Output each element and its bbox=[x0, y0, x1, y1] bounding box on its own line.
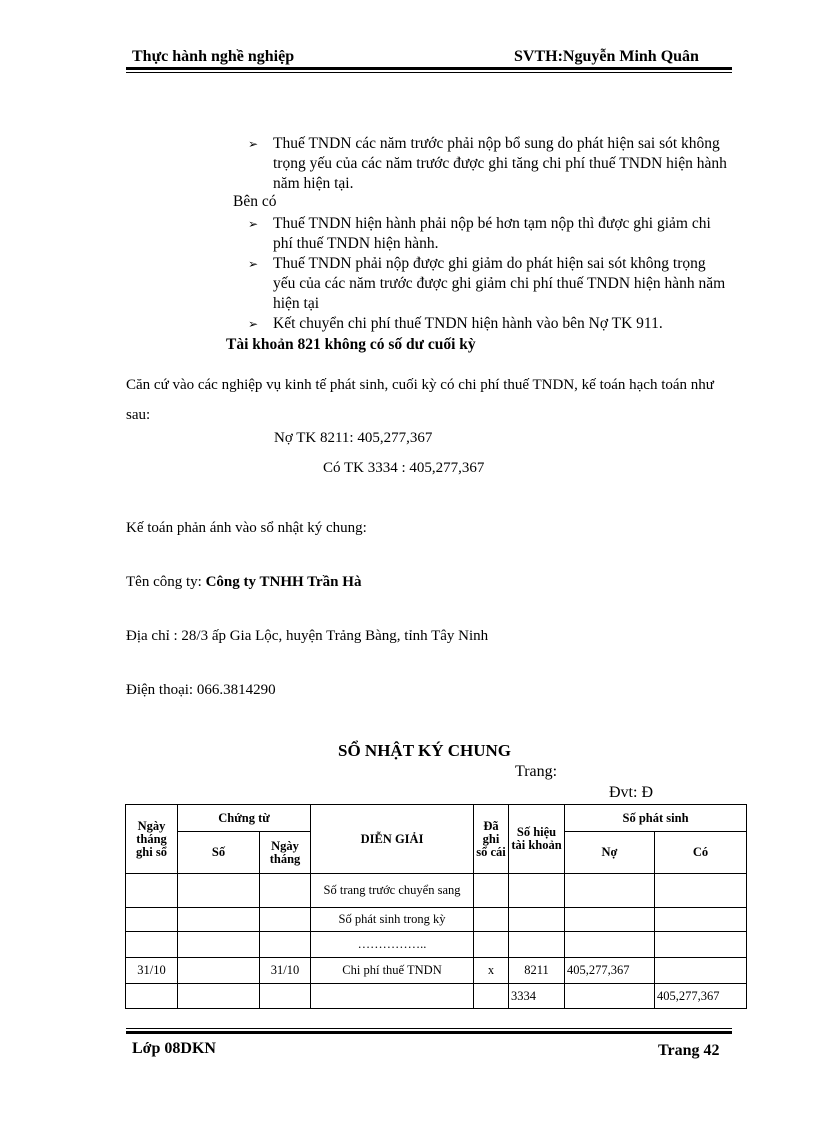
footer-rule-thin bbox=[126, 1028, 732, 1029]
footer-left: Lớp 08DKN bbox=[132, 1040, 216, 1057]
cell-debit: 405,277,367 bbox=[565, 958, 655, 984]
ledger-title: SỔ NHẬT KÝ CHUNG bbox=[338, 741, 512, 760]
col-posted: Đã ghi sổ cái bbox=[474, 805, 509, 874]
cell-posted bbox=[474, 874, 509, 908]
bullet-credit-1 bbox=[248, 214, 728, 254]
header-rule-thin bbox=[126, 72, 732, 73]
entry-debit: Nợ TK 8211: 405,277,367 bbox=[274, 430, 433, 446]
cell-vdate bbox=[260, 984, 311, 1009]
company-name-label: Tên công ty: bbox=[126, 574, 206, 590]
bullet-credit-2 bbox=[248, 254, 728, 314]
bullet-credit-3 bbox=[248, 314, 728, 334]
cell-date bbox=[126, 908, 178, 932]
entry-credit: Có TK 3334 : 405,277,367 bbox=[323, 460, 485, 476]
cell-desc bbox=[311, 984, 474, 1009]
bullet-text: Thuế TNDN các năm trước phải nộp bổ sung do phát hiện sai sót không trọng yếu của các năm trước được ghi tăng chi phí thuế TNDN hiện hành năm hiện tại. bbox=[273, 135, 727, 192]
cell-credit bbox=[655, 932, 747, 958]
table-row bbox=[126, 908, 747, 932]
col-date-record: Ngày tháng ghi sổ bbox=[126, 805, 178, 874]
cell-desc: Số phát sinh trong kỳ bbox=[311, 908, 474, 932]
credit-heading: Bên có bbox=[233, 193, 277, 210]
cell-acct: 3334 bbox=[509, 984, 565, 1009]
col-debit: Nợ bbox=[565, 832, 655, 874]
company-name-line bbox=[126, 574, 361, 591]
cell-vdate bbox=[260, 874, 311, 908]
cell-no bbox=[178, 932, 260, 958]
col-voucher: Chứng từ bbox=[178, 805, 311, 832]
cell-posted bbox=[474, 984, 509, 1009]
col-voucher-no: Số bbox=[178, 832, 260, 874]
cell-acct bbox=[509, 874, 565, 908]
cell-date bbox=[126, 984, 178, 1009]
cell-posted bbox=[474, 932, 509, 958]
table-row bbox=[126, 874, 747, 908]
arrow-bullet-icon: ➢ bbox=[248, 257, 259, 271]
cell-credit bbox=[655, 908, 747, 932]
cell-credit bbox=[655, 874, 747, 908]
bullet-text: Kết chuyển chi phí thuế TNDN hiện hành vào bên Nợ TK 911. bbox=[273, 315, 663, 332]
table-row bbox=[126, 958, 747, 984]
cell-acct: 8211 bbox=[509, 958, 565, 984]
cell-debit bbox=[565, 874, 655, 908]
ledger-unit-label: Đvt: Đ bbox=[609, 784, 653, 801]
cell-credit: 405,277,367 bbox=[655, 984, 747, 1009]
cell-vdate: 31/10 bbox=[260, 958, 311, 984]
header-right: SVTH:Nguyễn Minh Quân bbox=[514, 48, 699, 65]
cell-desc: …………….. bbox=[311, 932, 474, 958]
cell-debit bbox=[565, 932, 655, 958]
cell-desc: Số trang trước chuyển sang bbox=[311, 874, 474, 908]
col-amount: Số phát sinh bbox=[565, 805, 747, 832]
company-name: Công ty TNHH Trần Hà bbox=[205, 574, 362, 590]
col-credit: Có bbox=[655, 832, 747, 874]
bullet-text: Thuế TNDN phải nộp được ghi giảm do phát hiện sai sót không trọng yếu của các năm trước được ghi giảm chi phí thuế TNDN hiện hành năm hiện tại bbox=[273, 255, 726, 312]
header-left: Thực hành nghề nghiệp bbox=[132, 48, 295, 65]
arrow-bullet-icon: ➢ bbox=[248, 137, 259, 151]
footer-right: Trang 42 bbox=[658, 1042, 720, 1059]
ledger-page-label: Trang: bbox=[515, 763, 558, 780]
company-address: Địa chỉ : 28/3 ấp Gia Lộc, huyện Trảng Bàng, tỉnh Tây Ninh bbox=[126, 628, 489, 644]
bullet-text: Thuế TNDN hiện hành phải nộp bé hơn tạm nộp thì được ghi giảm chi phí thuế TNDN hiện hành. bbox=[273, 215, 711, 252]
cell-vdate bbox=[260, 932, 311, 958]
cell-no bbox=[178, 958, 260, 984]
account-note: Tài khoản 821 không có số dư cuối kỳ bbox=[226, 336, 476, 353]
company-phone: Điện thoại: 066.3814290 bbox=[126, 682, 276, 698]
col-account: Số hiệu tài khoản bbox=[509, 805, 565, 874]
cell-acct bbox=[509, 932, 565, 958]
cell-credit bbox=[655, 958, 747, 984]
table-row bbox=[126, 932, 747, 958]
arrow-bullet-icon: ➢ bbox=[248, 217, 259, 231]
col-description: DIỄN GIẢI bbox=[311, 805, 474, 874]
cell-date bbox=[126, 874, 178, 908]
cell-acct bbox=[509, 908, 565, 932]
journal-intro: Kế toán phản ánh vào sổ nhật ký chung: bbox=[126, 520, 367, 536]
intro-paragraph: Căn cứ vào các nghiệp vụ kinh tế phát sinh, cuối kỳ có chi phí thuế TNDN, kế toán hạch toán như sau: bbox=[126, 377, 714, 423]
cell-posted bbox=[474, 908, 509, 932]
cell-debit bbox=[565, 908, 655, 932]
cell-debit bbox=[565, 984, 655, 1009]
cell-no bbox=[178, 874, 260, 908]
footer-rule bbox=[126, 1031, 732, 1034]
general-journal-table bbox=[125, 804, 747, 1009]
bullet-debit-1 bbox=[248, 134, 728, 194]
cell-date bbox=[126, 932, 178, 958]
cell-no bbox=[178, 984, 260, 1009]
cell-desc: Chi phí thuế TNDN bbox=[311, 958, 474, 984]
cell-date: 31/10 bbox=[126, 958, 178, 984]
cell-no bbox=[178, 908, 260, 932]
table-row bbox=[126, 984, 747, 1009]
header-rule bbox=[126, 67, 732, 70]
arrow-bullet-icon: ➢ bbox=[248, 317, 259, 331]
cell-vdate bbox=[260, 908, 311, 932]
col-voucher-date: Ngày tháng bbox=[260, 832, 311, 874]
cell-posted: x bbox=[474, 958, 509, 984]
